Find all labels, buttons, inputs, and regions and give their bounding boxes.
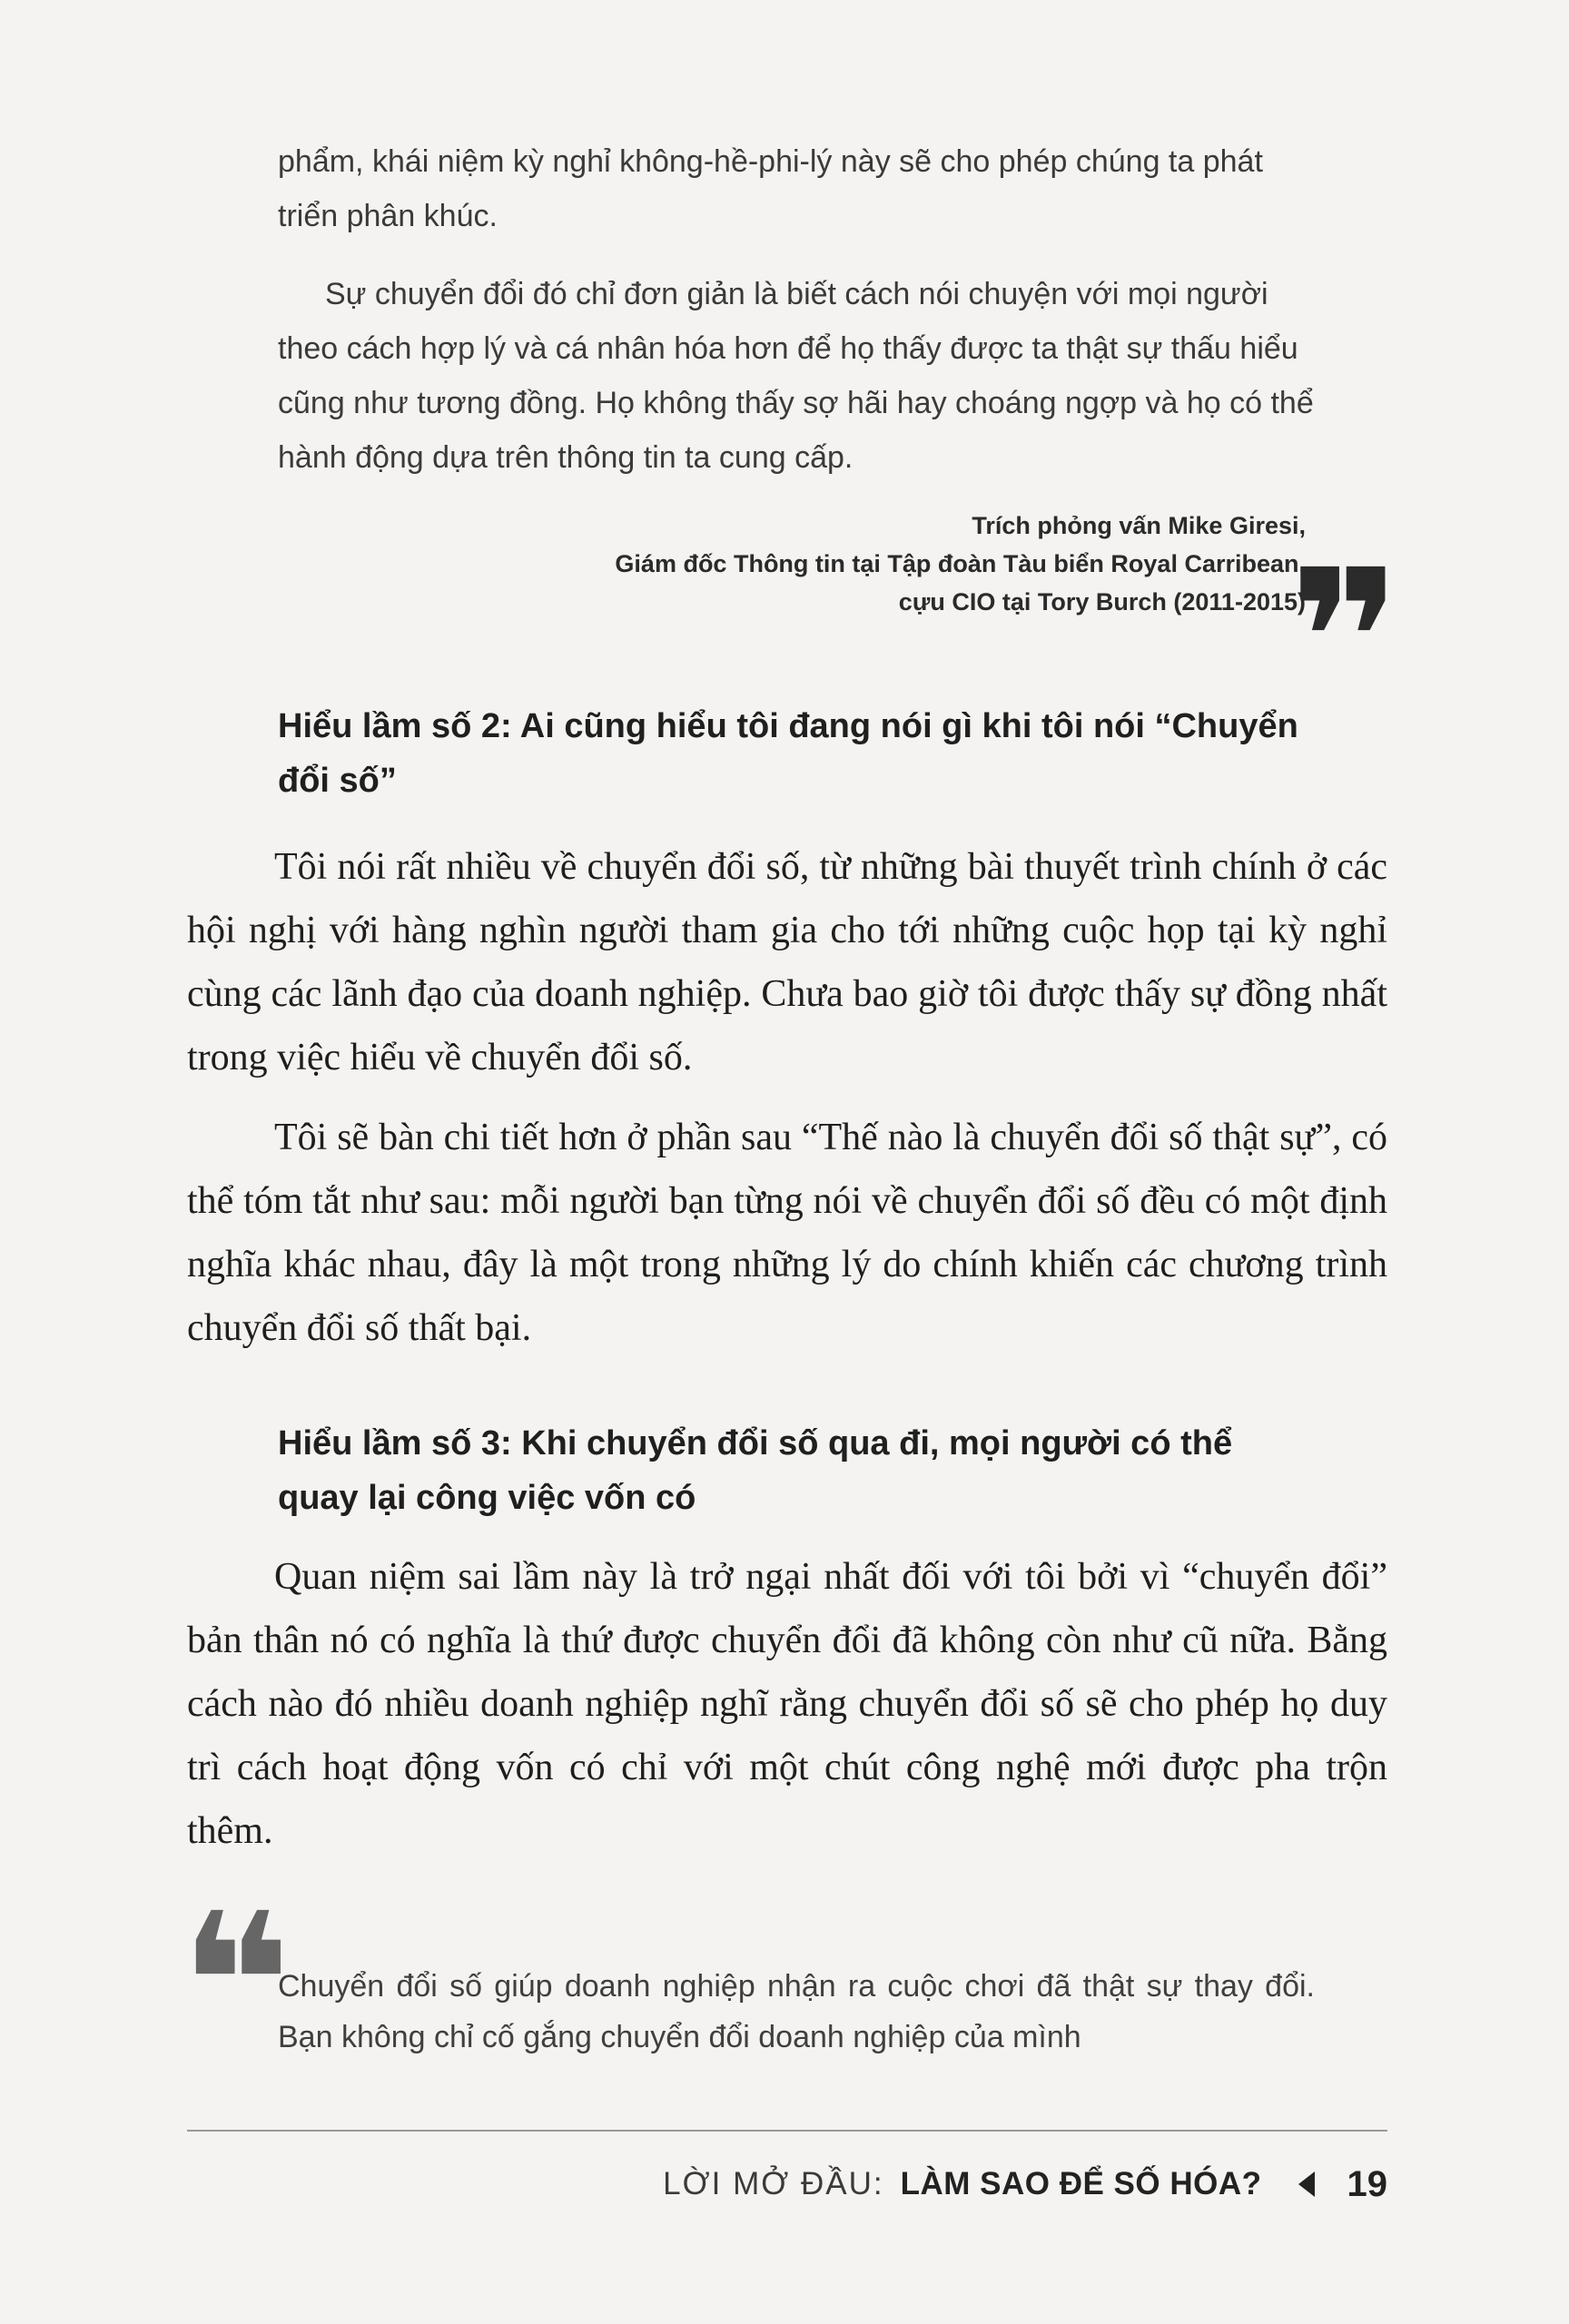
triangle-left-icon [1298,2171,1315,2197]
attribution-line-3: cựu CIO tại Tory Burch (2011-2015) [898,588,1306,615]
interview-quote-bottom: Chuyển đổi số giúp doanh nghiệp nhận ra cuộc chơi đã thật sự thay đổi. Bạn không chỉ cố gắng chuyển đổi doanh nghiệp của mình [278,1969,1315,2054]
footer-chapter-prefix: LỜI MỞ ĐẦU: [663,2166,884,2201]
section-heading-misconception-3: Hiểu lầm số 3: Khi chuyển đổi số qua đi, mọi người có thể quay lại công việc vốn có [278,1424,1233,1517]
quote-attribution [307,507,1306,621]
attribution-line-2: Giám đốc Thông tin tại Tập đoàn Tàu biển Royal Carribean, [615,550,1306,577]
attribution-line-1: Trích phỏng vấn Mike Giresi, [972,512,1306,539]
body-paragraph-2: Tôi sẽ bàn chi tiết hơn ở phần sau “Thế nào là chuyển đổi số thật sự”, có thể tóm tắt như sau: mỗi người bạn từng nói về chuyển đổi số đều có một định nghĩa khác nhau, đây là một trong những lý do chính khiến các chương trình chuyển đổi số thất bại. [187,1117,1387,1349]
interview-quote-top [278,134,1315,485]
quote-paragraph-2: Sự chuyển đổi đó chỉ đơn giản là biết cách nói chuyện với mọi người theo cách hợp lý và cá nhân hóa hơn để họ thấy được ta thật sự thấu hiểu cũng như tương đồng. Họ không thấy sợ hãi hay choáng ngợp và họ có thể hành động dựa trên thông tin ta cung cấp. [278,277,1314,475]
section-heading-misconception-2: Hiểu lầm số 2: Ai cũng hiểu tôi đang nói gì khi tôi nói “Chuyển đổi số” [278,707,1298,800]
footer-divider [187,2130,1387,2132]
body-paragraph-3: Quan niệm sai lầm này là trở ngại nhất đối với tôi bởi vì “chuyển đổi” bản thân nó có nghĩa là thứ được chuyển đổi đã không còn như cũ nữa. Bằng cách nào đó nhiều doanh nghiệp nghĩ rằng chuyển đổi số sẽ cho phép họ duy trì cách hoạt động vốn có chỉ với một chút công nghệ mới được pha trộn thêm. [187,1556,1387,1852]
footer-chapter-title: LÀM SAO ĐỂ SỐ HÓA? [900,2166,1262,2201]
page-number: 19 [1347,2163,1387,2204]
closing-quote-icon: ❞ [1289,528,1391,751]
opening-quote-icon: ❝ [180,1872,281,2094]
running-footer [663,2157,1387,2211]
body-paragraph-1: Tôi nói rất nhiều về chuyển đổi số, từ những bài thuyết trình chính ở các hội nghị với hàng nghìn người tham gia cho tới những cuộc họp tại kỳ nghỉ cùng các lãnh đạo của doanh nghiệp. Chưa bao giờ tôi được thấy sự đồng nhất trong việc hiểu về chuyển đổi số. [187,846,1387,1078]
quote-paragraph-1: phẩm, khái niệm kỳ nghỉ không-hề-phi-lý này sẽ cho phép chúng ta phát triển phân khúc. [278,144,1263,233]
